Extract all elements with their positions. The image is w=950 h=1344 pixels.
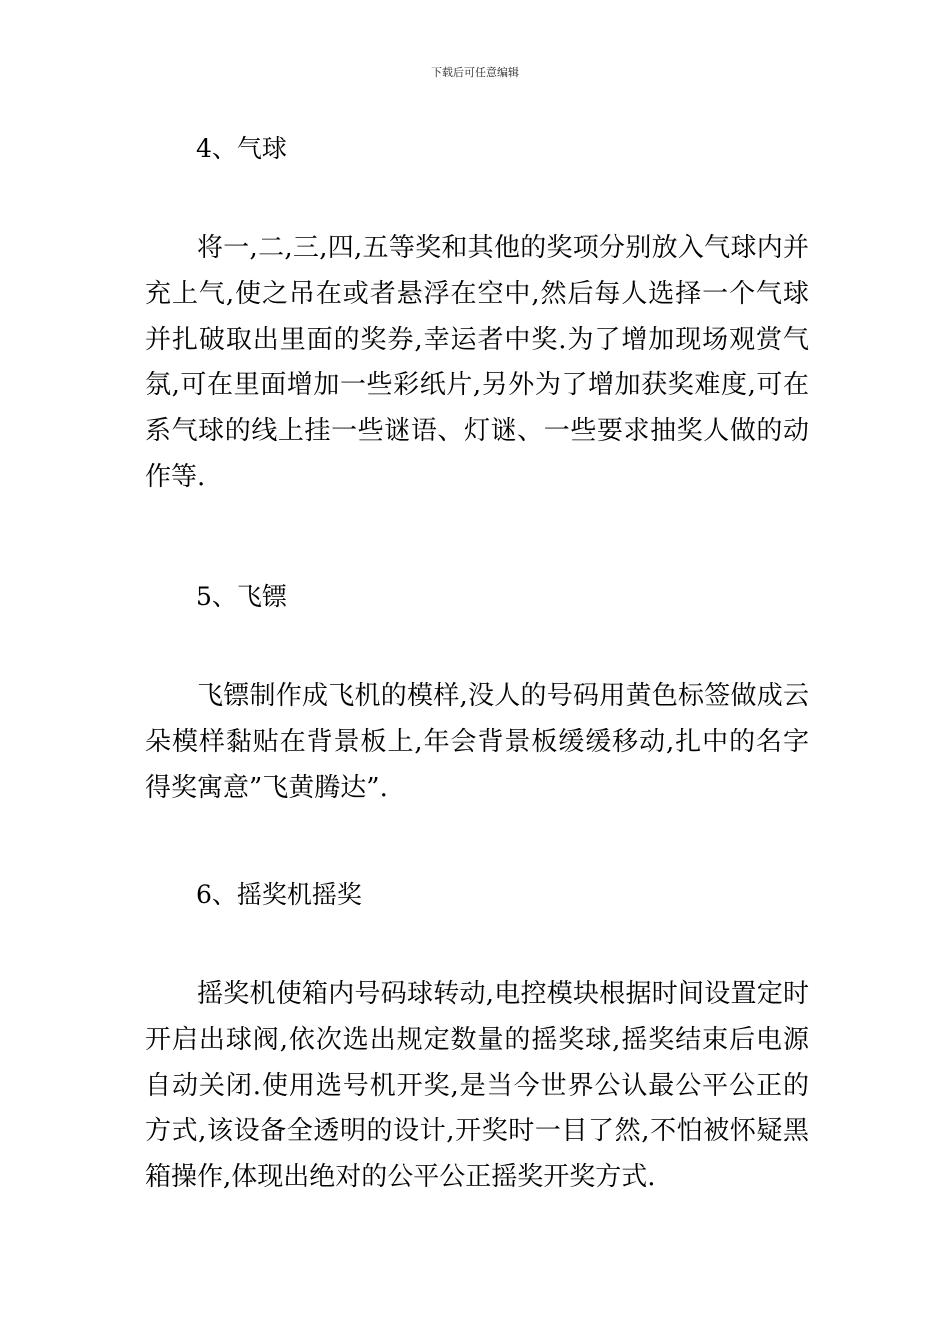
section-heading-lottery-machine: 6、摇奖机摇奖 <box>196 880 362 909</box>
page-header: 下载后可任意编辑 <box>431 66 519 79</box>
section-heading-balloon: 4、气球 <box>196 134 287 163</box>
section-paragraph-balloon: 将一,二,三,四,五等奖和其他的奖项分别放入气球内并充上气,使之吊在或者悬浮在空中,然后每人选择一个气球并扎破取出里面的奖券,幸运者中奖.为了增加现场观赏气氛,可在里面增加一些彩纸片,另外为了增加获奖难度,可在系气球的线上挂一些谜语、灯谜、一些要求抽奖人做的动作等. <box>145 233 809 492</box>
section-paragraph-lottery-machine: 摇奖机使箱内号码球转动,电控模块根据时间设置定时开启出球阀,依次选出规定数量的摇奖球,摇奖结束后电源自动关闭.使用选号机开奖,是当今世界公认最公平公正的方式,该设备全透明的设计,开奖时一目了然,不怕被怀疑黑箱操作,体现出绝对的公平公正摇奖开奖方式. <box>145 979 809 1193</box>
section-heading-darts: 5、飞镖 <box>196 582 287 611</box>
section-paragraph-darts: 飞镖制作成飞机的模样,没人的号码用黄色标签做成云朵模样黏贴在背景板上,年会背景板缓缓移动,扎中的名字得奖寓意”飞黄腾达”. <box>145 681 809 803</box>
